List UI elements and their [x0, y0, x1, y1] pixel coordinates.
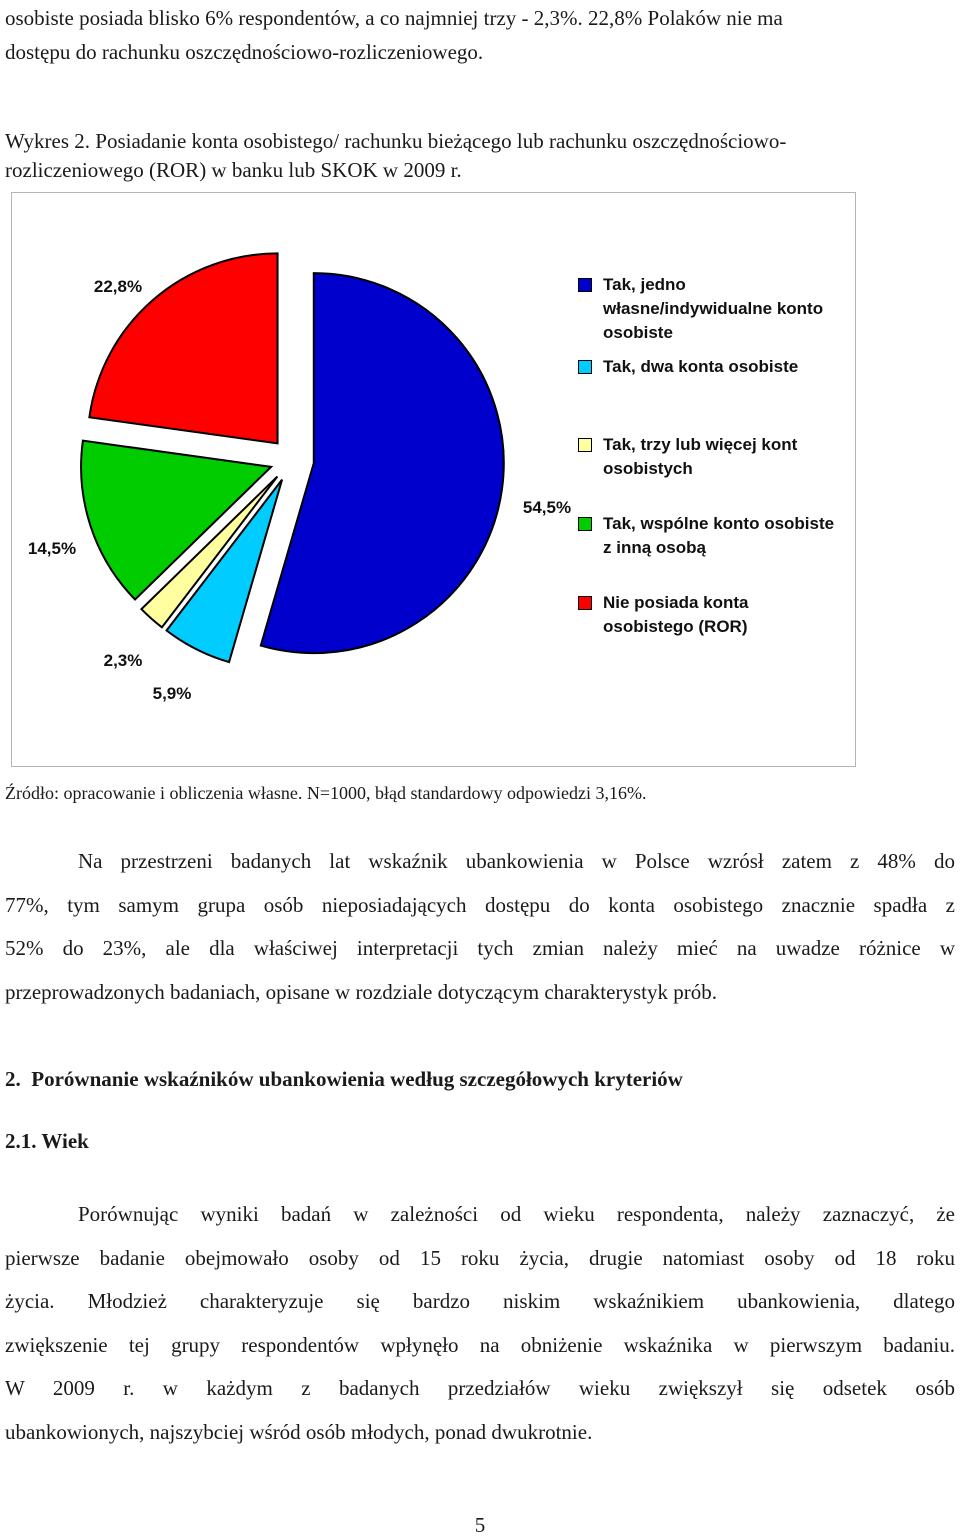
pie-data-label-3: 2,3% [103, 651, 143, 670]
pie-data-label-1: 54,5% [522, 498, 572, 517]
legend-swatch-5 [578, 596, 592, 610]
pie-data-label-2: 5,9% [152, 684, 192, 703]
paragraph-2-line-5: W 2009 r. w każdym z badanych przedziałów wieku zwiększył się odsetek osób [5, 1376, 955, 1400]
paragraph-1-line-1: Na przestrzeni badanych lat wskaźnik ubankowienia w Polsce wzrósł zatem z 48% do [78, 849, 955, 873]
paragraph-2-line-2: pierwsze badanie obejmowało osoby od 15 roku życia, drugie natomiast osoby od 18 roku [5, 1246, 955, 1270]
legend-label-1: Tak, jedno własne/indywidualne konto osobiste [603, 275, 824, 342]
paragraph-2-line-1: Porównując wyniki badań w zależności od wieku respondenta, należy zaznaczyć, że [78, 1202, 955, 1226]
paragraph-1-line-4: przeprowadzonych badaniach, opisane w rozdziale dotyczącym charakterystyk prób. [5, 980, 717, 1004]
legend-swatch-1 [578, 278, 592, 292]
legend-item-3 [578, 433, 843, 481]
page-number: 5 [474, 1513, 486, 1537]
legend-swatch-3 [578, 438, 592, 452]
figure-caption-line-2: rozliczeniowego (ROR) w banku lub SKOK w 2009 r. [5, 158, 462, 182]
legend-item-5 [578, 591, 843, 639]
legend-label-3: Tak, trzy lub więcej kont osobistych [603, 435, 798, 478]
section-heading: 2. Porównanie wskaźników ubankowienia według szczegółowych kryteriów [5, 1067, 683, 1091]
legend-item-4 [578, 512, 843, 560]
intro-line-1: osobiste posiada blisko 6% respondentów, a co najmniej trzy - 2,3%. 22,8% Polaków nie ma [5, 6, 783, 30]
paragraph-1-line-3: 52% do 23%, ale dla właściwej interpretacji tych zmian należy mieć na uwadze różnice w [5, 936, 955, 960]
legend-label-5: Nie posiada konta osobistego (ROR) [603, 593, 749, 636]
pie-chart [11, 192, 856, 767]
legend-swatch-2 [578, 360, 592, 374]
intro-line-2: dostępu do rachunku oszczędnościowo-rozliczeniowego. [5, 40, 484, 64]
subsection-heading: 2.1. Wiek [5, 1129, 89, 1153]
paragraph-2-line-6: ubankowionych, najszybciej wśród osób młodych, ponad dwukrotnie. [5, 1420, 593, 1444]
legend-label-2: Tak, dwa konta osobiste [603, 357, 799, 376]
pie-data-label-5: 22,8% [93, 277, 143, 296]
legend-label-4: Tak, wspólne konto osobiste z inną osobą [603, 514, 835, 557]
legend-swatch-4 [578, 517, 592, 531]
paragraph-2-line-4: zwiększenie tej grupy respondentów wpłynęło na obniżenie wskaźnika w pierwszym badaniu. [5, 1333, 955, 1357]
legend-item-2 [578, 355, 843, 379]
pie-data-label-4: 14,5% [27, 539, 77, 558]
figure-source: Źródło: opracowanie i obliczenia własne. N=1000, błąd standardowy odpowiedzi 3,16%. [5, 783, 647, 803]
paragraph-1-line-2: 77%, tym samym grupa osób nieposiadających dostępu do konta osobistego znacznie spadła z [5, 893, 955, 917]
pie-slice-1 [261, 273, 504, 653]
paragraph-2-line-3: życia. Młodzież charakteryzuje się bardzo niskim wskaźnikiem ubankowienia, dlatego [5, 1289, 955, 1313]
legend-item-1 [578, 273, 843, 345]
figure-caption-line-1: Wykres 2. Posiadanie konta osobistego/ rachunku bieżącego lub rachunku oszczędnościowo- [5, 129, 787, 153]
